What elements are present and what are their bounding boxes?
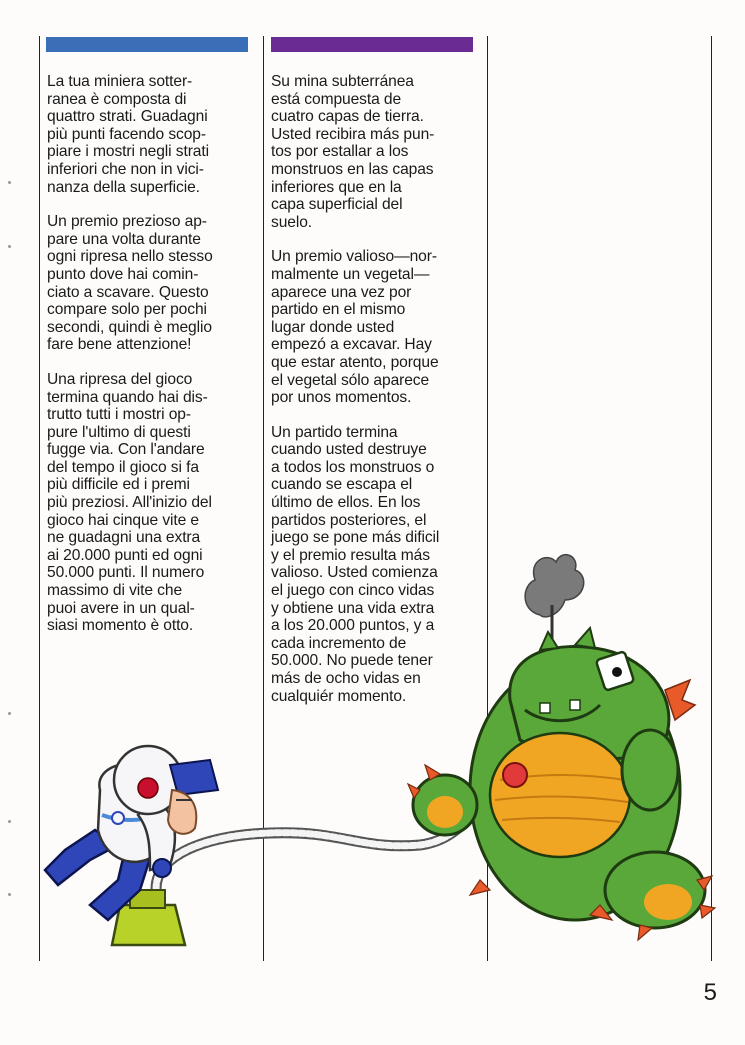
pump-base [112, 905, 185, 945]
page-number: 5 [703, 979, 717, 1006]
spanish-color-bar [271, 37, 473, 52]
italian-paragraph: Un premio prezioso ap- pare una volta durante ogni ripresa nello stesso punto dove hai comin- ciato a scavare. Questo compare solo per pochi secondi, quindi è meglio fare bene attenzione! [47, 213, 213, 354]
italian-paragraph: La tua miniera sotter- ranea è composta di quattro strati. Guadagni più punti facendo scop- piare i mostri negli strati inferiori che non in vici- nanza della superficie. [47, 73, 209, 196]
margin-speck [8, 245, 11, 248]
margin-speck [8, 181, 11, 184]
spanish-paragraph: Un partido termina cuando usted destruye a todos los monstruos o cuando se escapa el último de ellos. En los partidos posteriores, el juego se pone más dificil y el premio resulta más valioso. Usted comienza el juego con cinco vidas y obtiene una vida extra a los 20.000 puntos, y a cada incremento de 50.000. No puede tener más de ocho vidas en cualquiér momento. [271, 423, 440, 705]
italian-paragraph: Una ripresa del gioco termina quando hai dis- trutto tutti i mostri op- pure l'ultimo di questi fugge via. Con l'andare del tempo il gioco si fa più difficile ed i premi più preziosi. All'inizio del gioco hai cinque vite e ne guadagni una extra ai 20.000 punti ed ogni 50.000 punti. Il numero massimo di vite che puoi avere in un qual- siasi momento è otto. [47, 370, 212, 635]
spanish-paragraph: Su mina subterránea está compuesta de cuatro capas de tierra. Usted recibira más pun- tos por estallar a los monstruos en las capas inferiores que en la capa superficial del suelo. [271, 73, 435, 231]
fygar-dragon [408, 555, 715, 940]
spanish-paragraph: Un premio valioso—nor- malmente un vegetal— aparece una vez por partido en el mismo lugar donde usted empezó a excavar. Hay que estar atento, porque el vegetal sólo aparece por unos momentos. [271, 248, 439, 407]
smoke-puff [525, 555, 584, 617]
italian-color-bar [46, 37, 248, 52]
dig-dug-illustration [0, 540, 745, 960]
